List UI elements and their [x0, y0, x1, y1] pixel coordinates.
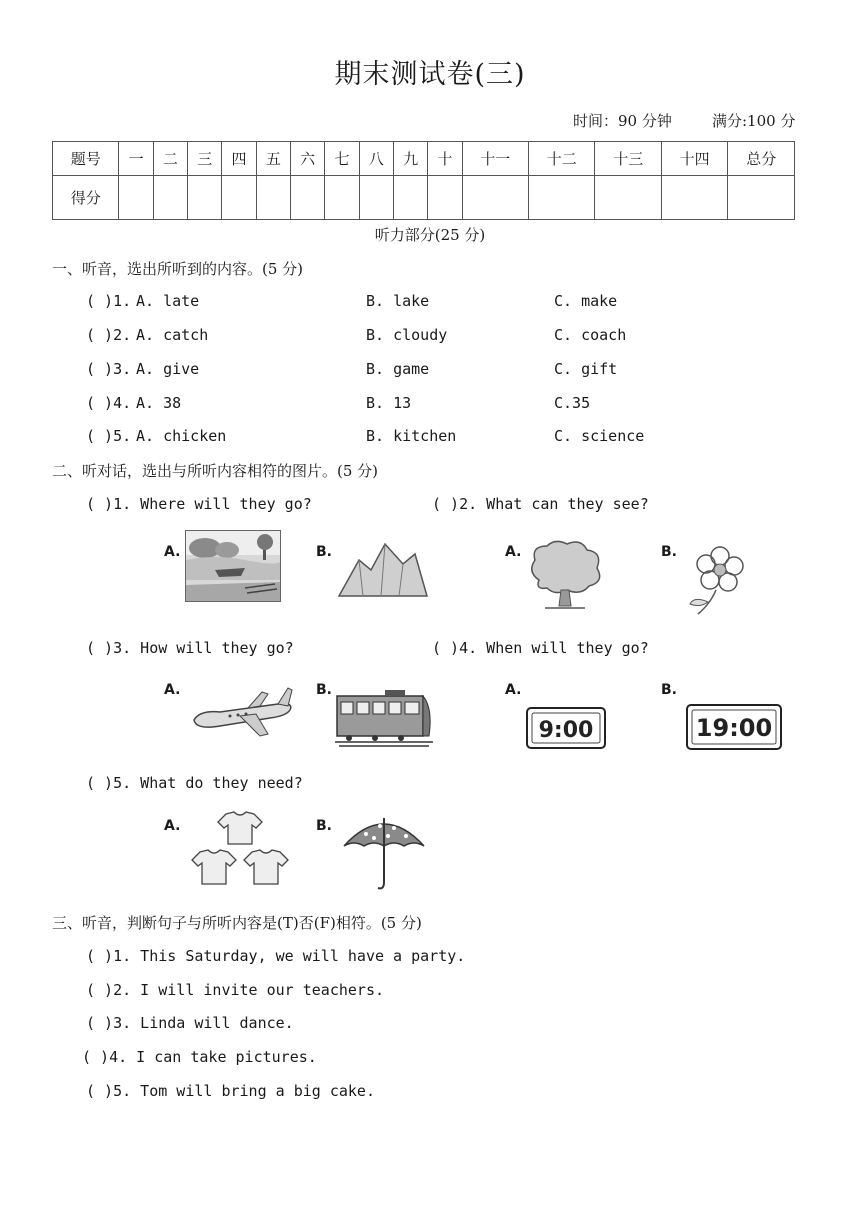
option-c: C.35: [554, 394, 591, 412]
option-a-label: A.: [505, 544, 522, 560]
option-a: A. give: [136, 360, 200, 378]
table-cell: 总分: [728, 142, 795, 176]
option-a: A. 38: [136, 394, 182, 412]
table-cell: 二: [153, 142, 187, 176]
exam-time: 时间：90 分钟: [573, 112, 672, 130]
score-table: [52, 141, 795, 220]
score-cell[interactable]: [256, 176, 290, 220]
score-cell[interactable]: [462, 176, 528, 220]
score-cell[interactable]: [325, 176, 359, 220]
umbrella-icon: [340, 812, 428, 892]
option-b-label: B.: [316, 682, 332, 698]
question-2[interactable]: ( )2. What can they see?: [432, 495, 649, 513]
table-cell: 四: [222, 142, 256, 176]
table-cell: 题号: [53, 142, 119, 176]
question-4[interactable]: ( )4. When will they go?: [432, 639, 649, 657]
option-b-label: B.: [661, 544, 677, 560]
score-cell[interactable]: [359, 176, 393, 220]
score-cell[interactable]: [291, 176, 325, 220]
clock-icon: [526, 707, 606, 749]
option-c: C. coach: [554, 326, 627, 344]
option-b: B. cloudy: [366, 326, 448, 344]
full-score: 满分:100 分: [712, 112, 796, 130]
section3-title: 三、听音，判断句子与所听内容是(T)否(F)相符。(5 分): [52, 914, 422, 932]
score-cell[interactable]: [428, 176, 462, 220]
table-cell: 八: [359, 142, 393, 176]
option-c: C. make: [554, 292, 618, 310]
score-cell[interactable]: [595, 176, 661, 220]
score-cell[interactable]: [529, 176, 595, 220]
option-a: A. late: [136, 292, 200, 310]
statement-item[interactable]: ( )4. I can take pictures.: [82, 1048, 317, 1066]
option-b-label: B.: [316, 818, 332, 834]
lake-park-icon: [185, 530, 281, 602]
score-cell[interactable]: [661, 176, 727, 220]
option-a-label: A.: [164, 544, 181, 560]
plane-icon: [190, 682, 296, 740]
option-b: B. kitchen: [366, 427, 457, 445]
statement-item[interactable]: ( )2. I will invite our teachers.: [86, 981, 385, 999]
listening-header: 听力部分(25 分): [374, 226, 486, 244]
option-a-label: A.: [505, 682, 522, 698]
option-a-label: A.: [164, 818, 181, 834]
table-cell: 十二: [529, 142, 595, 176]
option-b: B. lake: [366, 292, 430, 310]
clock-b-time: 19:00: [695, 714, 773, 742]
clock-icon: [686, 704, 782, 750]
score-cell[interactable]: [119, 176, 153, 220]
table-cell: 五: [256, 142, 290, 176]
option-a: A. chicken: [136, 427, 227, 445]
flower-icon: [686, 544, 752, 616]
statement-item[interactable]: ( )5. Tom will bring a big cake.: [86, 1082, 375, 1100]
answer-blank[interactable]: ( )4.: [86, 394, 132, 412]
table-cell: 得分: [53, 176, 119, 220]
option-b: B. game: [366, 360, 430, 378]
page-title: 期末测试卷(三): [334, 59, 526, 90]
section2-title: 二、听对话，选出与所听内容相符的图片。(5 分): [52, 462, 379, 480]
mountain-icon: [337, 540, 429, 598]
score-table-header-row: [53, 142, 795, 176]
clock-a-time: 9:00: [538, 718, 594, 743]
option-c: C. gift: [554, 360, 618, 378]
tshirt-icon: [190, 810, 290, 890]
option-c: C. science: [554, 427, 645, 445]
answer-blank[interactable]: ( )1.: [86, 292, 132, 310]
score-cell[interactable]: [153, 176, 187, 220]
option-b: B. 13: [366, 394, 412, 412]
statement-item[interactable]: ( )1. This Saturday, we will have a party.: [86, 947, 466, 965]
score-cell[interactable]: [222, 176, 256, 220]
table-cell: 七: [325, 142, 359, 176]
table-cell: 一: [119, 142, 153, 176]
option-b-label: B.: [316, 544, 332, 560]
question-1[interactable]: ( )1. Where will they go?: [86, 495, 312, 513]
table-cell: 十一: [462, 142, 528, 176]
question-3[interactable]: ( )3. How will they go?: [86, 639, 294, 657]
tree-icon: [525, 538, 605, 614]
answer-blank[interactable]: ( )5.: [86, 427, 132, 445]
option-a: A. catch: [136, 326, 209, 344]
table-cell: 三: [188, 142, 222, 176]
score-table-score-row: [53, 176, 795, 220]
section1-title: 一、听音，选出所听到的内容。(5 分): [52, 260, 304, 278]
question-5[interactable]: ( )5. What do they need?: [86, 774, 303, 792]
score-cell[interactable]: [728, 176, 795, 220]
option-a-label: A.: [164, 682, 181, 698]
statement-item[interactable]: ( )3. Linda will dance.: [86, 1014, 294, 1032]
answer-blank[interactable]: ( )2.: [86, 326, 132, 344]
score-cell[interactable]: [188, 176, 222, 220]
table-cell: 六: [291, 142, 325, 176]
train-icon: [335, 688, 433, 748]
option-b-label: B.: [661, 682, 677, 698]
score-cell[interactable]: [393, 176, 427, 220]
table-cell: 十四: [661, 142, 727, 176]
answer-blank[interactable]: ( )3.: [86, 360, 132, 378]
table-cell: 九: [393, 142, 427, 176]
table-cell: 十三: [595, 142, 661, 176]
table-cell: 十: [428, 142, 462, 176]
